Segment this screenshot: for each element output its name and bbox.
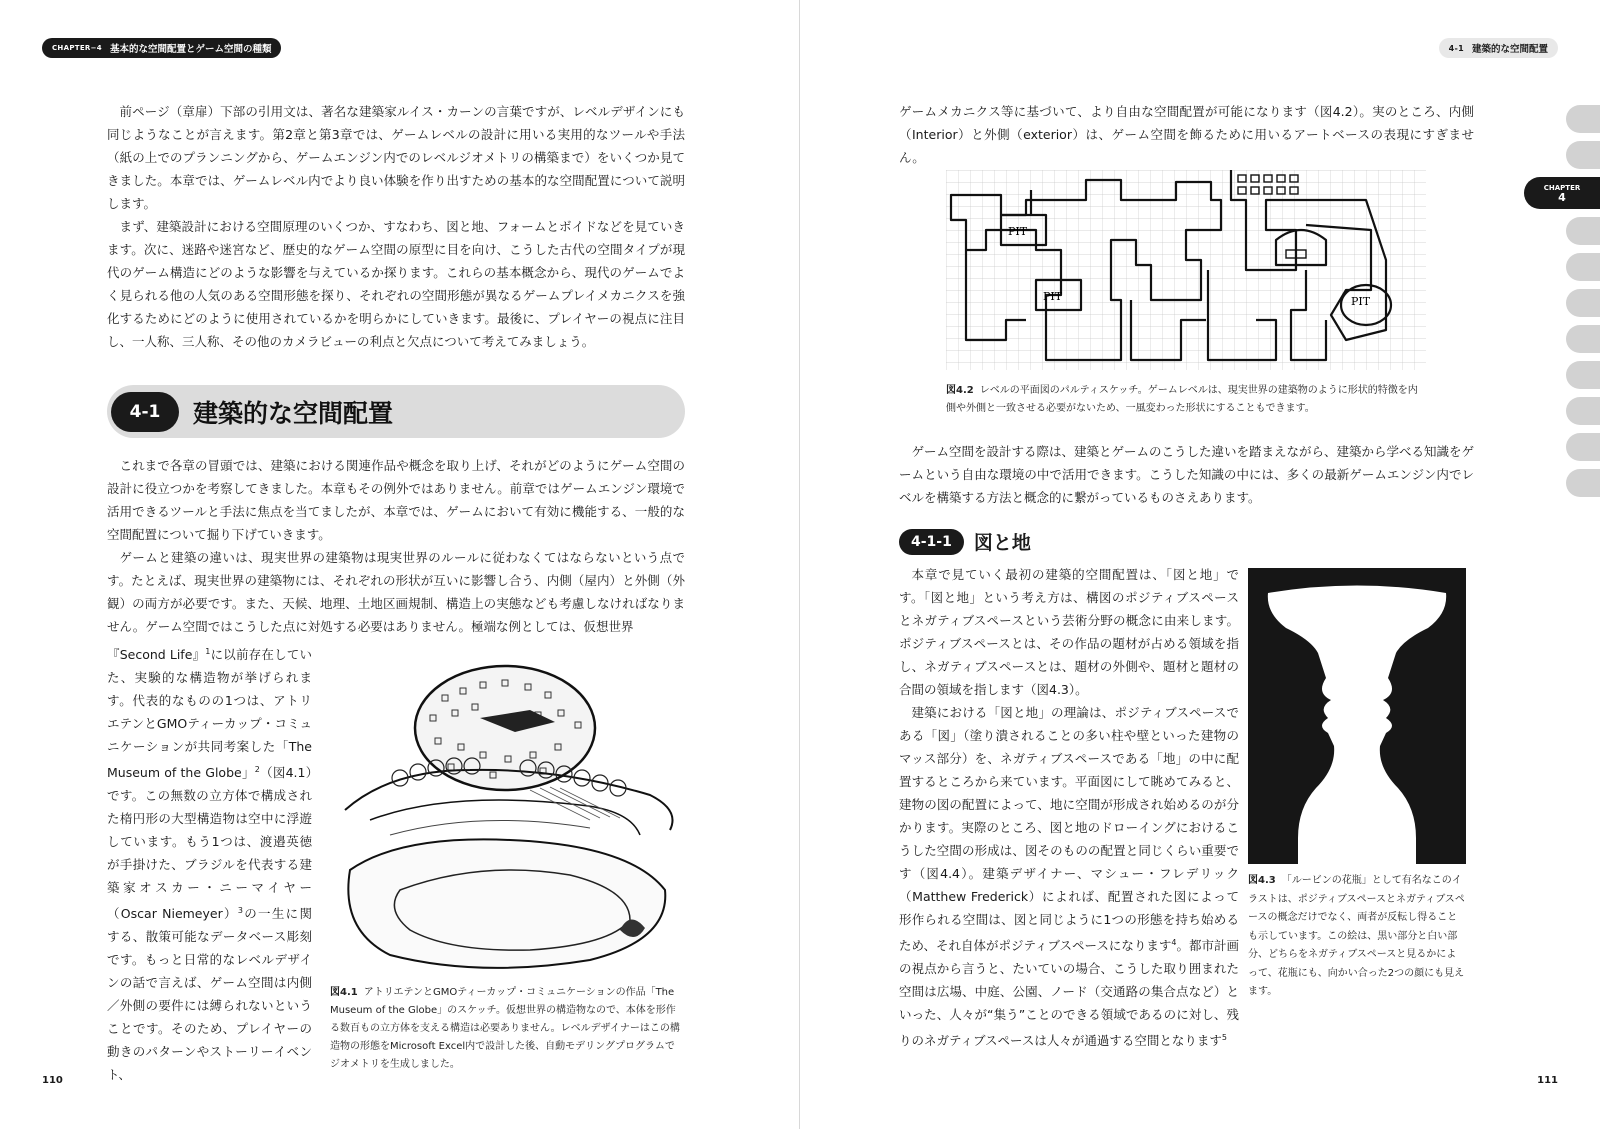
chapter-tab-label: CHAPTER <box>1543 183 1581 192</box>
subsection-heading <box>899 528 1031 555</box>
chapter-tabs <box>1543 105 1600 505</box>
chapter-tab[interactable] <box>1566 325 1600 353</box>
intro-paragraph-1: 前ページ（章扉）下部の引用文は、著名な建築家ルイス・カーンの言葉ですが、レベルデザインにも同じようなことが言えます。第2章と第3章では、ゲームレベルの設計に用いる実用的なツールや手法（紙の上でのプランニングから、ゲームエンジン内でのレベルジオメトリの構築まで）をいくつか見てきました。本章では、ゲームレベル内でより良い体験を作り出すための基本的な空間配置について説明します。 <box>107 104 685 211</box>
subsection-number: 4-1-1 <box>899 529 964 555</box>
figure-4-1-text: アトリエテンとGMOティーカップ・コミュニケーションの作品「The Museum of the Globe」のスケッチ。仮想世界の構造物なので、本体を形作る数百もの立方体を支える構造は必要ありません。レベルデザイナーはこの構造物の形態をMicrosoft Excel内で設計した後、自動モデリングプログラムでジオメトリを生成しました。 <box>330 987 680 1070</box>
running-head-title: 建築的な空間配置 <box>1471 44 1548 55</box>
para-2 <box>899 440 1474 509</box>
body-paragraph-1: これまで各章の冒頭では、建築における関連作品や概念を取り上げ、それがどのようにゲーム空間の設計に役立つかを考察してきました。本章もその例外ではありません。前章ではゲームエンジン環境で活用できるツールと手法に焦点を当てましたが、本章では、ゲームにおいて有効に機能する、一般的な空間配置について掘り下げていきます。 <box>107 458 685 542</box>
running-head-number: 4-1 <box>1448 43 1464 53</box>
right-page <box>800 0 1600 1129</box>
narrow-text-1: 『Second Life』 <box>107 647 206 663</box>
level-plan-sketch <box>946 170 1426 370</box>
running-head-left <box>42 38 281 58</box>
chapter-tab[interactable] <box>1566 253 1600 281</box>
figure-4-2-text: レベルの平面図のパルティスケッチ。ゲームレベルは、現実世界の建築物のように形状的特徴を内側や外側と一致させる必要がないため、一風変わった形状にすることもできます。 <box>946 385 1418 414</box>
figure-4-1-caption <box>330 984 682 1074</box>
pit-label-1: PIT <box>1008 225 1028 238</box>
footnote-ref-4: 4 <box>1171 938 1177 947</box>
chapter-tab[interactable] <box>1566 141 1600 169</box>
chapter-tab[interactable] <box>1566 433 1600 461</box>
section-number: 4-1 <box>111 392 179 432</box>
subsection-body <box>899 563 1239 1052</box>
figure-4-3-label: 図4.3 <box>1248 875 1276 886</box>
section-heading <box>107 385 685 438</box>
narrow-text-3: （図4.1）です。この無数の立方体で構成された楕円形の大型構造物は空中に浮遊しています。もう1つは、渡邉英徳が手掛けた、ブラジルを代表する建築家オスカー・ニーマイヤー（Oscar Niemeyer） <box>107 765 312 922</box>
subsection-title: 図と地 <box>973 532 1031 554</box>
pit-label-2: PIT <box>1043 290 1063 303</box>
figure-4-3-text: 「ルービンの花瓶」として有名なこのイラストは、ポジティブスペースとネガティブスペースの概念だけでなく、両者が反転し得ることも示しています。この絵は、黒い部分と白い部分、どちらをネガティブスペースと見るかによって、花瓶にも、向かい合った2つの顔にも見えます。 <box>1248 875 1465 997</box>
figure-4-2-caption <box>946 382 1426 418</box>
body-paragraph-2: ゲームと建築の違いは、現実世界の建築物は現実世界のルールに従わなくてはならないという点です。たとえば、現実世界の建築物には、それぞれの形状が互いに影響し合う、内側（屋内）と外側（外観）の両方が必要です。また、天候、地理、土地区画規制、構造上の実態なども考慮しなければなりません。ゲーム空間ではこうした点に対処する必要はありません。極端な例としては、仮想世界 <box>107 550 685 634</box>
narrow-text-2: に以前存在していた、実験的な構造物が挙げられます。代表的なものの1つは、アトリエテンとGMOティーカップ・コミュニケーションが共同考案した「The Museum of the Globe」 <box>107 647 312 781</box>
running-head-right <box>1439 38 1558 58</box>
page-number-left: 110 <box>42 1075 63 1086</box>
chapter-tab[interactable] <box>1566 105 1600 133</box>
pit-label-3: PIT <box>1351 295 1371 308</box>
footnote-ref-1: 1 <box>205 647 211 656</box>
chapter-tab[interactable] <box>1566 361 1600 389</box>
figure-4-3-caption <box>1248 872 1466 1002</box>
museum-globe-sketch <box>330 660 685 980</box>
chapter-tab[interactable] <box>1566 397 1600 425</box>
paragraph-2: ゲーム空間を設計する際は、建築とゲームのこうした違いを踏まえながら、建築から学べる知識をゲームという自由な環境の中で活用できます。こうした知識の中には、多くの最新ゲームエンジン内でレベルを構築する方法と概念的に繋がっているものさえあります。 <box>899 444 1475 505</box>
chapter-tab[interactable] <box>1566 289 1600 317</box>
subsection-paragraph-1: 本章で見ていく最初の建築的空間配置は、「図と地」です。「図と地」という考え方は、構図のポジティブスペースとネガティブスペースという芸術分野の概念に由来します。ポジティブスペースとは、その作品の題材が占める領域を指し、ネガティブスペースとは、題材の外側や、題材と題材の合間の領域を指します（図4.3）。 <box>899 567 1239 697</box>
subsection-paragraph-2: 建築における「図と地」の理論は、ポジティブスペースである「図」（塗り潰されることの多い柱や壁といった建物のマッス部分）を、ネガティブスペースである「地」の中に配置するところから来ています。平面図にして眺めてみると、建物の図の配置によって、地に空間が形成され始めるのが分かります。実際のところ、図と地のドローイングにおけるこうした空間の形成は、図そのものの配置と同じくらい重要です（図4.4）。建築デザイナー、マシュー・フレデリック（Matthew Frederick）によれば、配置された図によって形作られる空間は、図と同じように1つの形態を持ち始めるため、それ自体がポジティブスペースになります <box>899 705 1239 954</box>
top-text <box>899 100 1474 169</box>
narrow-text <box>107 640 312 1086</box>
chapter-tab[interactable] <box>1566 217 1600 245</box>
section-title: 建築的な空間配置 <box>193 398 394 428</box>
intro-paragraph-2: まず、建築設計における空間原理のいくつか、すなわち、図と地、フォームとボイドなどを見ていきます。次に、迷路や迷宮など、歴史的なゲーム空間の原型に目を向け、こうした古代の空間タイプが現代のゲーム構造にどのような影響を与えているか探ります。これらの基本概念から、現代のゲームでよく見られる他の人気のある空間形態を探り、それぞれの空間形態が異なるゲームプレイメカニクスを強化するためにどのように使用されているかを明らかにしていきます。最後に、プレイヤーの視点に注目し、一人称、三人称、その他のカメラビューの利点と欠点について考えてみましょう。 <box>107 219 685 349</box>
page-number-right: 111 <box>1537 1075 1558 1086</box>
subsection-paragraph-3: 。都市計画の視点から言うと、たいていの場合、こうした取り囲まれた空間は広場、中庭、公園、ノード（交通路の集合点など）といった、人々が“集う”ことのできる領域であるのに対し、残りのネガティブスペースは人々が通過する空間となります <box>899 938 1239 1049</box>
chapter-tab[interactable] <box>1566 469 1600 497</box>
rubin-vase-illustration <box>1248 568 1466 864</box>
footnote-ref-3: 3 <box>237 906 243 916</box>
chapter-tab-number: 4 <box>1558 190 1566 204</box>
body-text <box>107 454 685 638</box>
chapter-label: CHAPTER−4 <box>52 44 102 52</box>
top-paragraph: ゲームメカニクス等に基づいて、より自由な空間配置が可能になります（図4.2）。実のところ、内側（Interior）と外側（exterior）は、ゲーム空間を飾るために用いるアートベースの表現にすぎません。 <box>899 104 1474 165</box>
narrow-text-4: の一生に関する、散策可能なデータベース彫刻です。もっと日常的なレベルデザインの話で言えば、ゲーム空間は内側／外側の要件には縛られないということです。そのため、プレイヤーの動きのパターンやストーリーイベント、 <box>107 906 312 1083</box>
footnote-ref-5: 5 <box>1221 1033 1227 1043</box>
figure-4-1-label: 図4.1 <box>330 987 358 998</box>
footnote-ref-2: 2 <box>254 765 260 775</box>
chapter-tab-active[interactable] <box>1524 177 1600 209</box>
figure-4-2-label: 図4.2 <box>946 385 974 396</box>
intro-text <box>107 100 685 353</box>
running-head-title: 基本的な空間配置とゲーム空間の種類 <box>109 44 272 55</box>
